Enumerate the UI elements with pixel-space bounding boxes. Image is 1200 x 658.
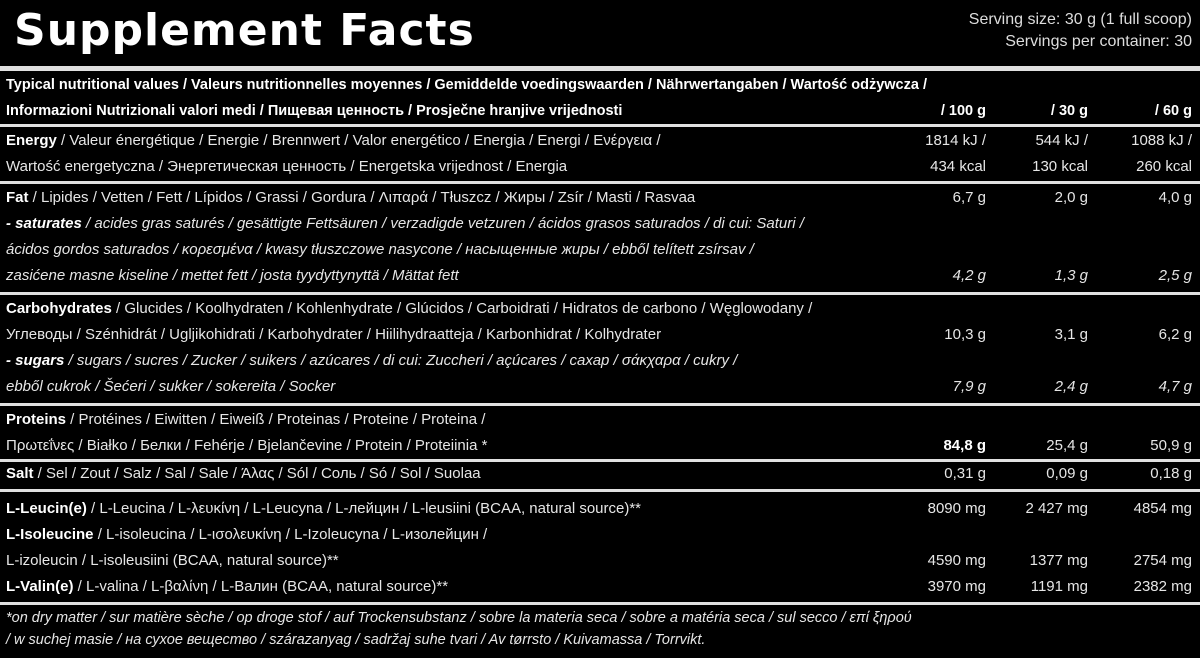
isoleucine-label: L-Isoleucine: [6, 526, 94, 543]
saturates-translations: / acides gras saturés / gesättigte Fettsäuren / verzadigde vetzuren / ácidos grasos saturados / di cui: Saturi /: [81, 215, 804, 232]
divider: [0, 292, 1200, 295]
isoleucine-translations-2: L-izoleucin / L-isoleusiini (BCAA, natural source)**: [6, 552, 339, 569]
fat-30g: 2,0 g: [1054, 189, 1088, 206]
valine-translations: / L-valina / L-βαλίνη / L-Валин (BCAA, natural source)**: [73, 578, 449, 595]
leucine-100g: 8090 mg: [927, 500, 986, 517]
carbohydrates-translations: / Glucides / Koolhydraten / Kohlenhydrate / Glúcidos / Carboidrati / Hidratos de carbono / Węglowodany /: [111, 300, 813, 317]
sugars-100g: 7,9 g: [952, 378, 986, 395]
col-100g-header: / 100 g: [940, 103, 986, 119]
fat-translations: / Lipides / Vetten / Fett / Lípidos / Grassi / Gordura / Λιπαρά / Tłuszcz / Жиры / Zsír / Masti / Rasvaa: [28, 189, 696, 206]
leucine-60g: 4854 mg: [1133, 500, 1192, 517]
divider: [0, 489, 1200, 492]
footnote-line-2: / w suchej masie / на сухое вещество / szárazanyag / sadržaj suhe tvari / Av tørrsto / Kuivamassa / Torrvikt.: [6, 632, 706, 648]
salt-100g: 0,31 g: [944, 465, 986, 482]
sugars-translations: / sugars / sucres / Zucker / suikers / azúcares / di cui: Zuccheri / açúcares / сахар / σάκχαρα / cukry /: [64, 352, 738, 369]
salt-translations: / Sel / Zout / Salz / Sal / Sale / Άλας / Sól / Соль / Só / Sol / Suolaa: [33, 465, 481, 482]
col-60g-header: / 60 g: [1154, 103, 1192, 119]
sugars-label: - sugars: [6, 352, 65, 369]
serving-info: [969, 9, 1192, 53]
col-30g-header: / 30 g: [1050, 103, 1088, 119]
servings-per-container: Servings per container: 30: [1005, 33, 1192, 50]
isoleucine-30g: 1377 mg: [1029, 552, 1088, 569]
leucine-30g: 2 427 mg: [1025, 500, 1088, 517]
energy-kj-30g: 544 kJ /: [1035, 132, 1088, 149]
sugars-30g: 2,4 g: [1054, 378, 1088, 395]
protein-60g: 50,9 g: [1150, 437, 1192, 454]
carbohydrates-30g: 3,1 g: [1054, 326, 1088, 343]
saturates-100g: 4,2 g: [952, 267, 986, 284]
fat-60g: 4,0 g: [1158, 189, 1192, 206]
energy-kj-60g: 1088 kJ /: [1131, 132, 1192, 149]
saturates-label: - saturates: [6, 215, 82, 232]
divider: [0, 403, 1200, 406]
energy-kcal-60g: 260 kcal: [1136, 158, 1192, 175]
salt-30g: 0,09 g: [1046, 465, 1088, 482]
valine-label: L-Valin(e): [6, 578, 74, 595]
salt-label: Salt: [6, 465, 34, 482]
header-text-2: Informazioni Nutrizionali valori medi / Пищевая ценность / Prosječne hranjive vrijednosti: [6, 103, 623, 119]
carbohydrates-translations-2: Углеводы / Szénhidrát / Ugljikohidrati / Karbohydrater / Hiilihydraatteja / Karbonhidrat / Kolhydrater: [6, 326, 662, 343]
energy-kj-100g: 1814 kJ /: [925, 132, 986, 149]
protein-translations: / Protéines / Eiwitten / Eiweiß / Proteinas / Proteine / Proteina /: [66, 411, 486, 428]
sugars-translations-2: ebből cukrok / Šećeri / sukker / sokereita / Socker: [6, 378, 336, 395]
isoleucine-100g: 4590 mg: [927, 552, 986, 569]
protein-100g: 84,8 g: [943, 437, 986, 454]
energy-translations: / Valeur énergétique / Energie / Brennwert / Valor energético / Energia / Energi / Ενέργεια /: [56, 132, 661, 149]
carbohydrates-60g: 6,2 g: [1158, 326, 1192, 343]
saturates-translations-3: zasićene masne kiseline / mettet fett / josta tyydyttynyttä / Mättat fett: [6, 267, 459, 284]
leucine-translations: / L-Leucina / L-λευκίνη / L-Leucyna / L-лейцин / L-leusiini (BCAA, natural source)**: [86, 500, 642, 517]
energy-kcal-30g: 130 kcal: [1032, 158, 1088, 175]
valine-30g: 1191 mg: [1030, 578, 1088, 595]
protein-label: Proteins: [6, 411, 67, 428]
saturates-translations-2: ácidos gordos saturados / κορεσμένα / kwasy tłuszczowe nasycone / насыщенные жиры / ebből telített zsírsav /: [6, 241, 754, 258]
carbohydrates-100g: 10,3 g: [944, 326, 986, 343]
valine-60g: 2382 mg: [1133, 578, 1192, 595]
divider: [0, 124, 1200, 127]
sugars-60g: 4,7 g: [1158, 378, 1192, 395]
isoleucine-60g: 2754 mg: [1133, 552, 1192, 569]
energy-kcal-100g: 434 kcal: [930, 158, 986, 175]
divider: [0, 181, 1200, 184]
energy-translations-2: Wartość energetyczna / Энергетическая ценность / Energetska vrijednost / Energia: [6, 158, 568, 175]
leucine-label: L-Leucin(e): [6, 500, 87, 517]
page-title: Supplement Facts: [14, 5, 475, 56]
divider: [0, 66, 1200, 71]
fat-label: Fat: [6, 189, 29, 206]
header-text-1: Typical nutritional values / Valeurs nutritionnelles moyennes / Gemiddelde voedingswaarden / Nährwertangaben / Wartość odżywcza /: [6, 77, 927, 93]
carbohydrates-label: Carbohydrates: [6, 300, 112, 317]
fat-100g: 6,7 g: [952, 189, 986, 206]
salt-60g: 0,18 g: [1150, 465, 1192, 482]
valine-100g: 3970 mg: [927, 578, 986, 595]
energy-label: Energy: [6, 132, 57, 149]
saturates-60g: 2,5 g: [1158, 267, 1192, 284]
protein-30g: 25,4 g: [1046, 437, 1088, 454]
protein-translations-2: Πρωτεΐνες / Białko / Белки / Fehérje / Bjelančevine / Protein / Proteiinia *: [6, 437, 488, 454]
saturates-30g: 1,3 g: [1054, 267, 1088, 284]
isoleucine-translations: / L-isoleucina / L-ισολευκίνη / L-Izoleucyna / L-изолейцин /: [93, 526, 488, 543]
serving-size: Serving size: 30 g (1 full scoop): [968, 11, 1192, 28]
footnote-line-1: *on dry matter / sur matière sèche / op droge stof / auf Trockensubstanz / sobre la materia seca / sobre a matéria seca / sul secco / επί ξηρού: [6, 610, 912, 626]
